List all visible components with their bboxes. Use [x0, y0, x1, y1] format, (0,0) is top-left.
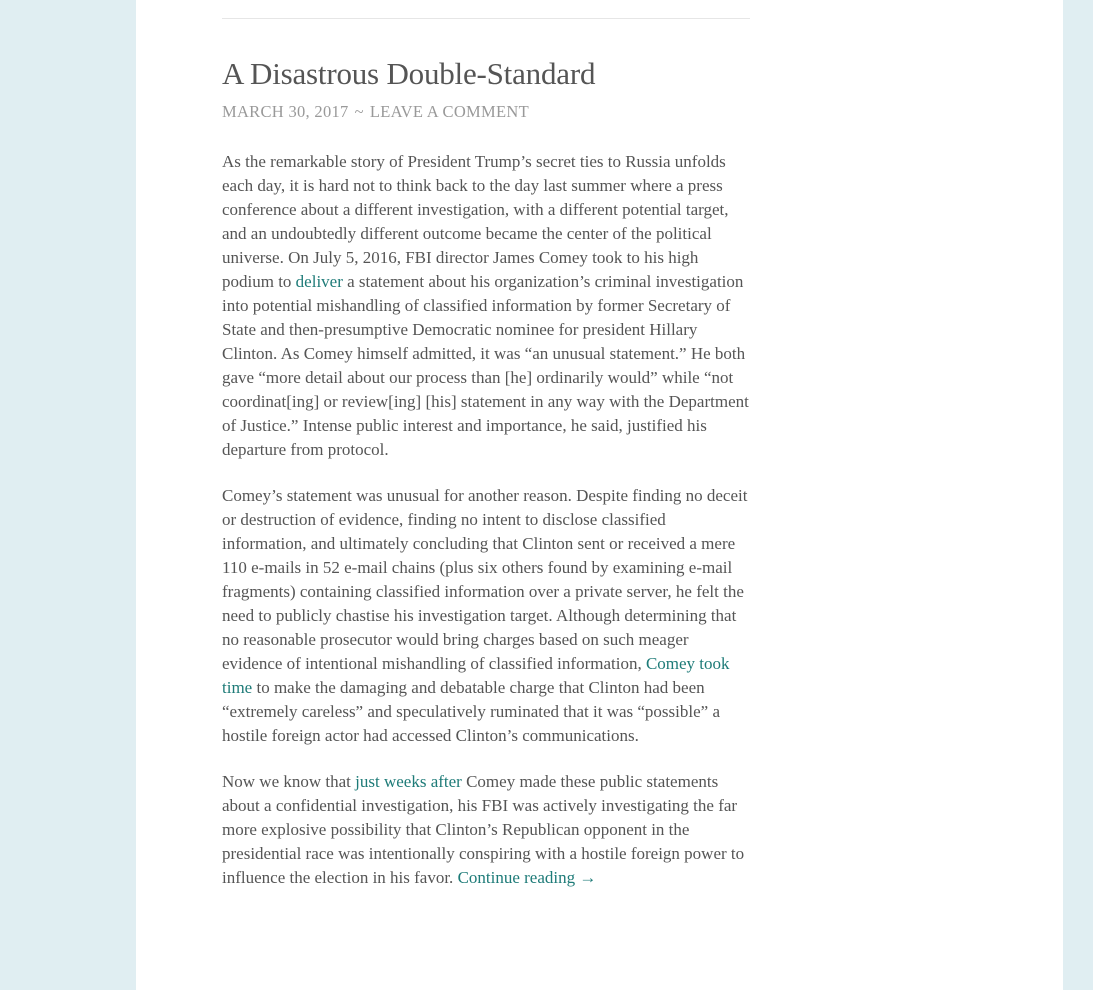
paragraph-text: to make the damaging and debatable charge that Clinton had been “extremely careless” and speculatively ruminated that it was “possible” a hostile foreign actor had accessed Clinton’s communications. [222, 678, 720, 745]
paragraph-text: As the remarkable story of President Trump’s secret ties to Russia unfolds each day, it is hard not to think back to the day last summer where a press conference about a different investigation, with a different potential target, and an undoubtedly different outcome became the center of the political universe. On July 5, 2016, FBI director James Comey took to his high podium to [222, 152, 729, 291]
post-paragraph [222, 484, 752, 748]
post-paragraph [222, 770, 752, 890]
inline-link[interactable]: just weeks after [355, 772, 462, 791]
inline-link[interactable]: Continue reading → [457, 868, 597, 887]
post-body [222, 150, 752, 912]
divider [222, 18, 750, 19]
inline-link[interactable]: Comey took time [222, 654, 730, 697]
post-title[interactable]: A Disastrous Double-Standard [222, 56, 596, 91]
paragraph-text: Now we know that [222, 772, 356, 791]
paragraph-text: Comey’s statement was unusual for another reason. Despite finding no deceit or destruction of evidence, finding no intent to disclose classified information, and ultimately concluding that Clinton sent or received a mere 110 e-mails in 52 e-mail chains (plus six others found by examining e-mail fragments) containing classified information over a private server, he felt the need to publicly chastise his investigation target. Although determining that no reasonable prosecutor would bring charges based on such meager evidence of intentional mishandling of classified information, [222, 486, 748, 673]
inline-link[interactable]: deliver [295, 272, 343, 291]
post-date-link[interactable]: MARCH 30, 2017 [222, 102, 349, 121]
page-column [136, 0, 1063, 990]
post-meta [222, 102, 529, 122]
paragraph-text: Comey made these public statements about a confidential investigation, his FBI was actively investigating the far more explosive possibility that Clinton’s Republican opponent in the presidential race was intentionally conspiring with a hostile foreign power to influence the election in his favor. [222, 772, 745, 887]
meta-separator: ~ [354, 102, 364, 121]
post-paragraph [222, 150, 752, 462]
leave-comment-link[interactable]: LEAVE A COMMENT [369, 102, 529, 121]
paragraph-text: a statement about his organization’s criminal investigation into potential mishandling of classified information by former Secretary of State and then-presumptive Democratic nominee for president Hillary Clinton. As Comey himself admitted, it was “an unusual statement.” He both gave “more detail about our process than [he] ordinarily would” while “not coordinat[ing] or review[ing] [his] statement in any way with the Department of Justice.” Intense public interest and importance, he said, justified his departure from protocol. [222, 272, 749, 459]
